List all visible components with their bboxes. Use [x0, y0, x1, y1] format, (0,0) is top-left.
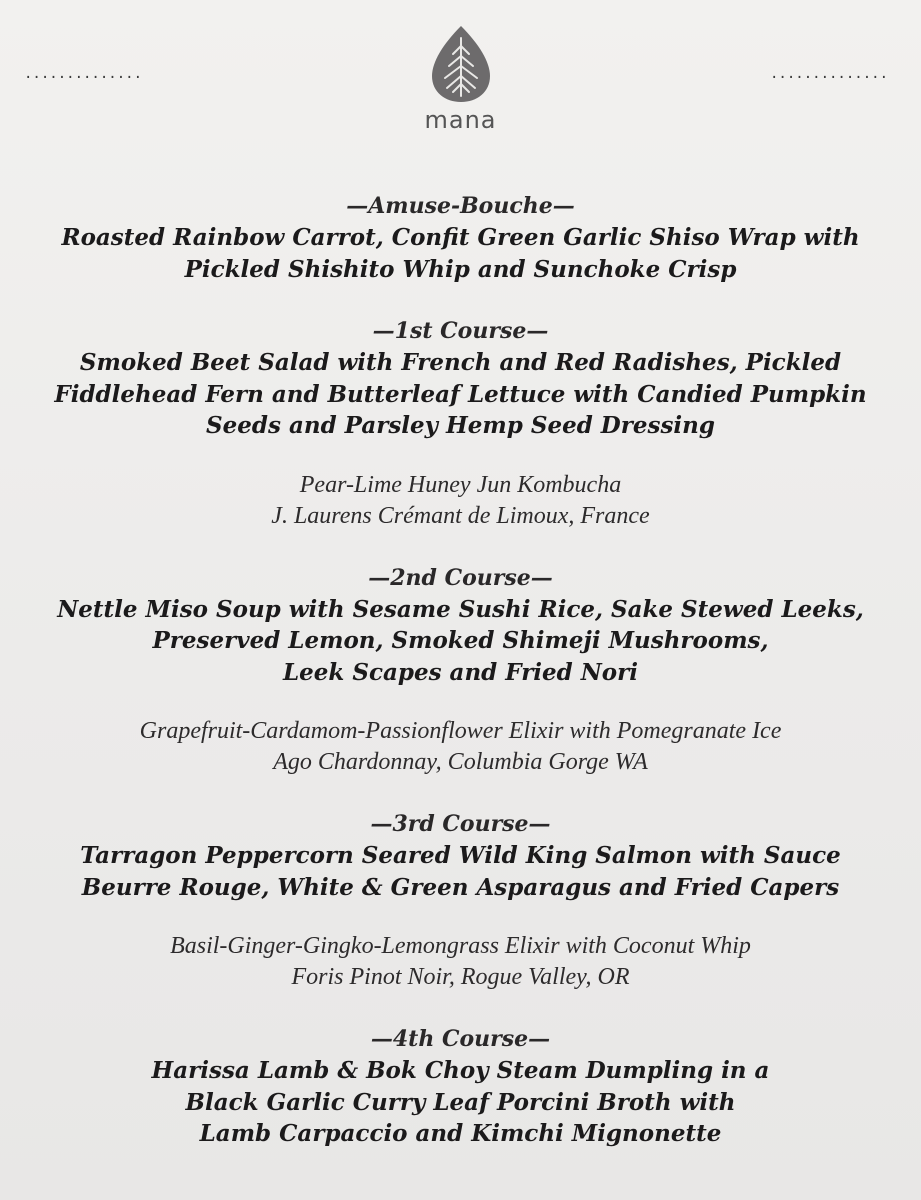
- pairing-line: J. Laurens Crémant de Limoux, France: [271, 502, 650, 529]
- pairing-line: Basil-Ginger-Gingko-Lemongrass Elixir with Coconut Whip: [170, 933, 751, 959]
- dish-line: Tarragon Peppercorn Seared Wild King Salmon with Sauce: [80, 842, 841, 869]
- dish-line: Leek Scapes and Fried Nori: [282, 658, 638, 686]
- course-title: —3rd Course—: [370, 811, 551, 837]
- dish-line: Seeds and Parsley Hemp Seed Dressing: [206, 412, 715, 439]
- course-title: —Amuse-Bouche—: [346, 193, 575, 219]
- course-title: —4th Course—: [370, 1026, 551, 1052]
- dish-line: Fiddlehead Fern and Butterleaf Lettuce with Candied Pumpkin: [54, 380, 867, 408]
- right-dotted-line: ..............: [770, 66, 889, 82]
- dish-line: Harissa Lamb & Bok Choy Steam Dumpling in a: [151, 1057, 770, 1084]
- pairing-line: Foris Pinot Noir, Rogue Valley, OR: [291, 964, 630, 990]
- course-4th: [0, 1023, 921, 1150]
- dish-line: Beurre Rouge, White & Green Asparagus and Fried Capers: [81, 873, 840, 901]
- course-1st: [0, 315, 921, 532]
- dish-line: Preserved Lemon, Smoked Shimeji Mushrooms,: [152, 627, 769, 654]
- dish-line: Black Garlic Curry Leaf Porcini Broth with: [185, 1088, 736, 1116]
- pairing-line: Grapefruit-Cardamom-Passionflower Elixir with Pomegranate Ice: [139, 718, 782, 744]
- dish-line: Pickled Shishito Whip and Sunchoke Crisp: [184, 255, 737, 283]
- left-dotted-line: ..............: [24, 66, 143, 82]
- course-2nd: [0, 562, 921, 779]
- logo: [0, 24, 921, 134]
- dish-line: Roasted Rainbow Carrot, Confit Green Garlic Shiso Wrap with: [61, 224, 860, 251]
- course-amuse-bouche: [0, 190, 921, 285]
- leaf-tree-icon: [429, 24, 493, 104]
- course-title: —1st Course—: [372, 318, 549, 344]
- tasting-menu: [0, 190, 921, 1150]
- pairing-line: Pear-Lime Huney Jun Kombucha: [299, 471, 622, 498]
- course-title: —2nd Course—: [368, 564, 553, 591]
- dish-line: Smoked Beet Salad with French and Red Radishes, Pickled: [79, 349, 842, 376]
- dish-line: Lamb Carpaccio and Kimchi Mignonette: [199, 1120, 722, 1147]
- pairing-line: Ago Chardonnay, Columbia Gorge WA: [273, 749, 648, 775]
- dish-line: Nettle Miso Soup with Sesame Sushi Rice, Sake Stewed Leeks,: [57, 595, 864, 623]
- brand-name: mana: [424, 106, 497, 134]
- course-3rd: [0, 808, 921, 993]
